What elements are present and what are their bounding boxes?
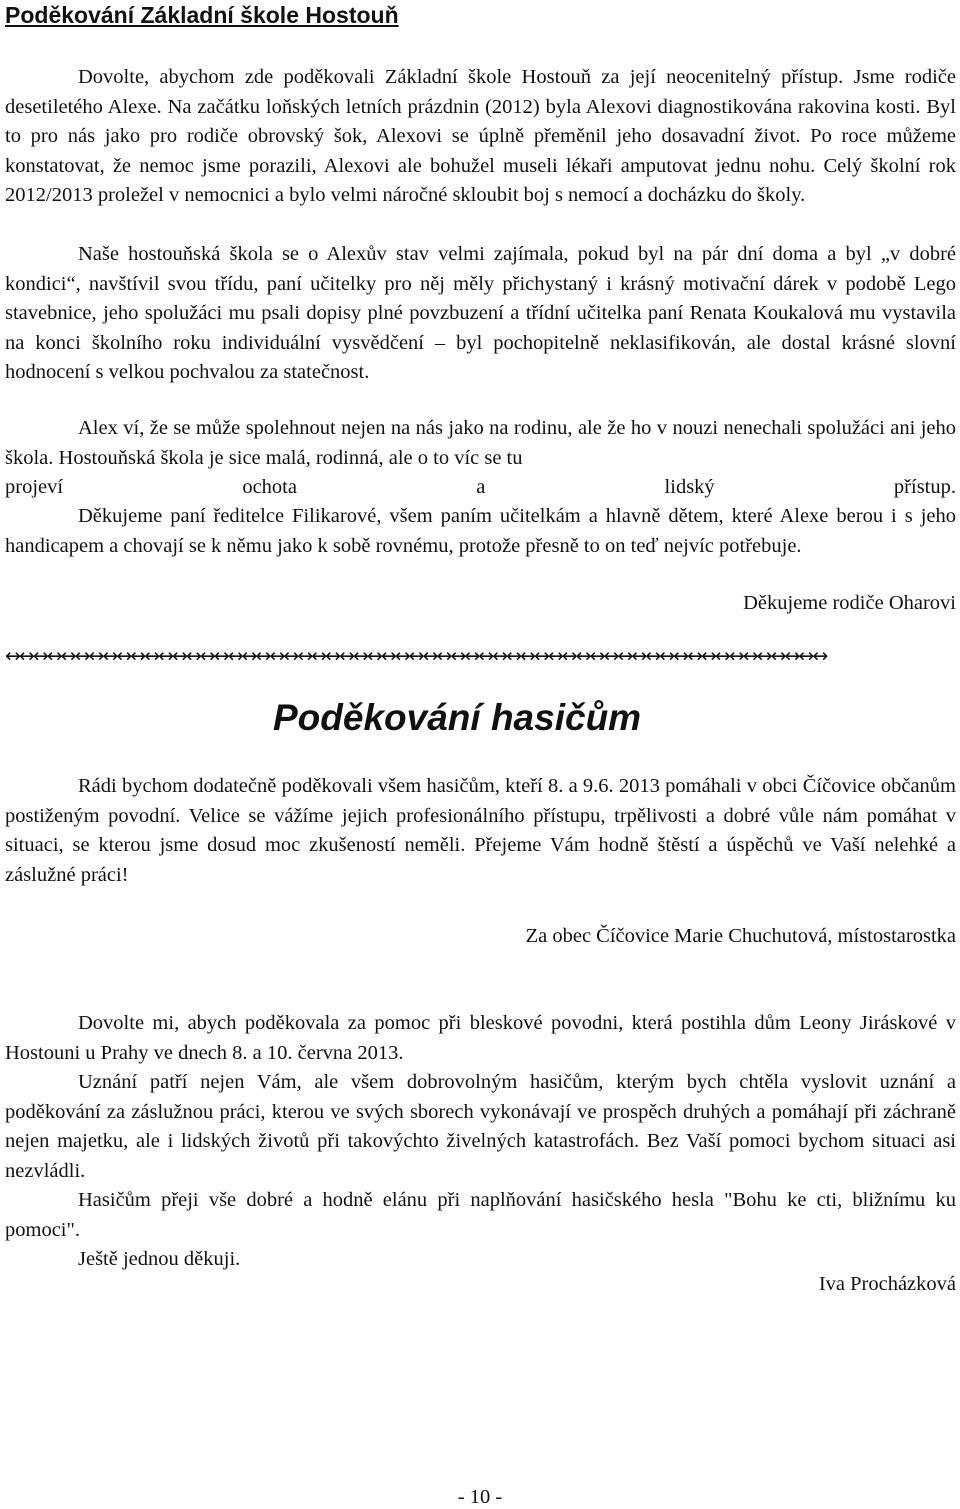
paragraph-flood-intro: Dovolte mi, abych poděkovala za pomoc při bleskové povodni, která postihla dům Leony Jiráskové v Hostouni u Prahy ve dnech 8. a 10. června 2013. [5,1012,956,1064]
signature-parents: Děkujeme rodiče Oharovi [743,592,956,614]
signature-iva: Iva Procházková [818,1273,956,1295]
article-flood-block [5,1009,956,1275]
article-firefighters-block [5,772,956,890]
signature-parents-block [5,589,956,619]
article-school-p4-block [5,502,956,561]
paragraph-flood-recognition: Uznání patří nejen Vám, ale všem dobrovolným hasičům, kterým bych chtěla vyslovit uznání a poděkování za záslužnou práci, kterou ve svých sborech vykonávají ve prospěch druhých a pomáhají při záchraně nejen majetku, ale i lidských životů při takovýchto živelných katastrofách. Bez Vaší pomoci bychom situaci asi nezvládli. [5,1071,956,1182]
paragraph-school-intro-text: Dovolte, abychom zde poděkovali Základní škole Hostouň za její neocenitelný přístup. Jsme rodiče desetiletého Alexe. Na začátku loňských letních prázdnin (2012) byla Alexovi diagnostikována rakovina kosti. Byl to pro nás jako pro rodiče obrovský šok, Alexovi se úplně přeměnil jeho dosavadní život. Po roce můžeme konstatovat, že nemoc jsme porazili, Alexovi ale bohužel museli lékaři amputovat jednu nohu. Celý školní rok 2012/2013 proležel v nemocnici a bylo velmi náročné skloubit boj s nemocí a docházku do školy. [5,66,956,206]
page-number: - 10 - [457,1486,503,1508]
article-school-intro-block [5,63,956,211]
paragraph-flood-wishes: Hasičům přeji vše dobré a hodně elánu při naplňování hasičského hesla "Bohu ke cti, bližnímu ku pomoci". [5,1189,956,1241]
signature-cicovice-block [5,922,956,952]
paragraph-school-support: Naše hostouňská škola se o Alexův stav velmi zajímala, pokud byl na pár dní doma a byl „v dobré kondici“, navštívil svou třídu, paní učitelky pro něj měly přichystaný i krásný motivační dárek v podobě Lego stavebnice, jeho spolužáci mu psali dopisy plné povzbuzení a třídní učitelka paní Renata Koukalová mu vystavila na konci školního roku individuální vysvědčení – byl pochopitelně neklasifikován, ale dostal krásné slovní hodnocení s velkou pochvalou za statečnost. [5,243,956,383]
signature-cicovice: Za obec Číčovice Marie Chuchutová, místostarostka [525,925,956,947]
article-school-p2-block [5,240,956,388]
article-title-school: Poděkování Základní škole Hostouň [5,2,399,28]
paragraph-flood-thanks: Ještě jednou děkuji. [78,1248,241,1270]
article-school-p3-block [5,414,956,503]
paragraph-school-trust-end: projeví ochota a lidský přístup. [5,476,956,498]
paragraph-school-intro [5,63,956,211]
paragraph-school-thanks: Děkujeme paní ředitelce Filikarové, všem paním učitelkám a hlavně dětem, které Alexe berou i s jeho handicapem a chovají se k němu jako k sobě rovnému, protože přesně to on teď nejvíc potřebuje. [5,505,956,557]
paragraph-school-trust: Alex ví, že se může spolehnout nejen na nás jako na rodinu, ale že ho v nouzi nenechali spolužáci ani jeho škola. Hostouňská škola je sice malá, rodinná, ale o to víc se tu [5,417,956,469]
arrow-divider: ↔↔↔↔↔↔↔↔↔↔↔↔↔↔↔↔↔↔↔↔↔↔↔↔↔↔↔↔↔↔↔↔↔↔↔↔↔↔↔↔↔↔↔↔↔↔↔↔↔↔↔↔↔↔↔↔↔↔↔ [5,645,827,667]
article-title-firefighters: Poděkování hasičům [273,697,642,738]
signature-iva-block [5,1270,956,1300]
paragraph-firefighters: Rádi bychom dodatečně poděkovali všem hasičům, kteří 8. a 9.6. 2013 pomáhali v obci Číčovice občanům postiženým povodní. Velice se vážíme jejich profesionálního přístupu, trpělivosti a dobré vůle nám pomáhat v situaci, se kterou jsme dosud moc zkušeností neměli. Přejeme Vám hodně štěstí a úspěchů ve Vaší nelehké a záslužné práci! [5,775,956,886]
